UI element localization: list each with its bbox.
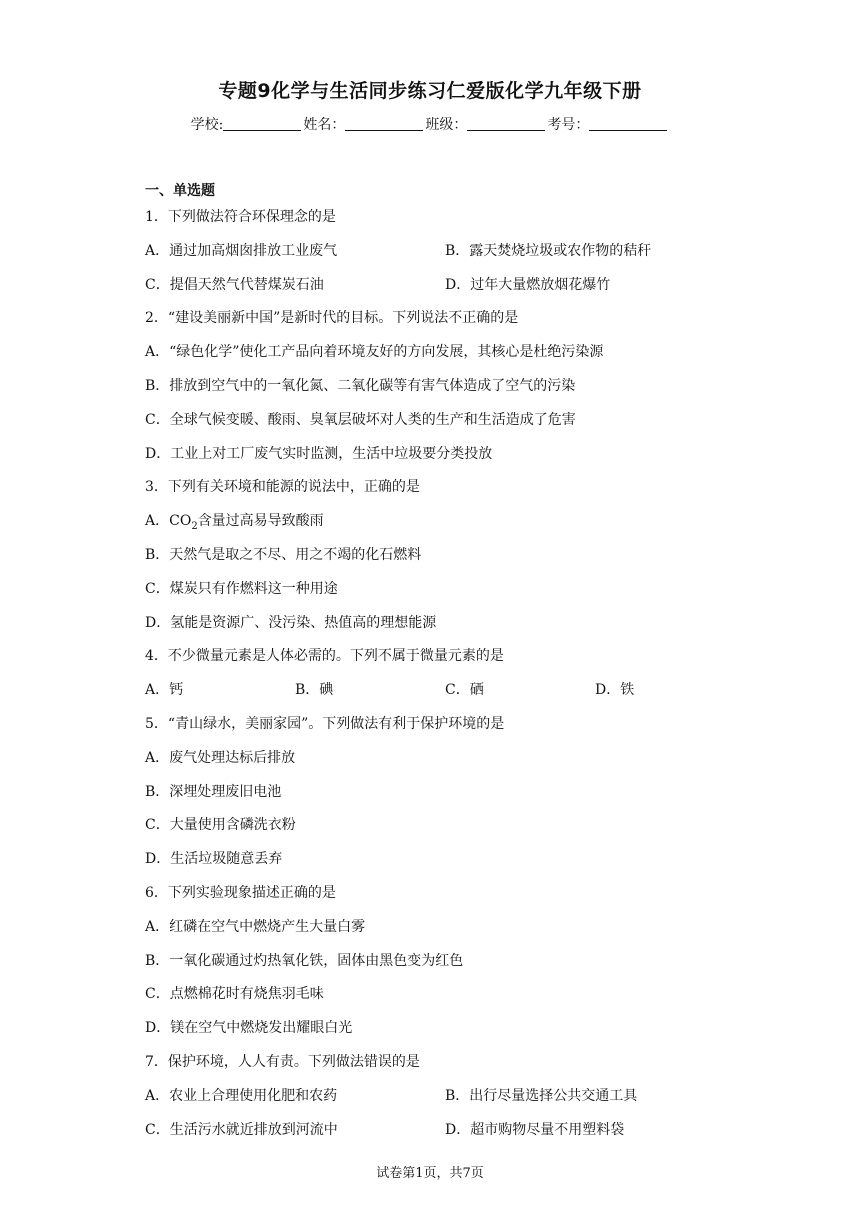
option: C．煤炭只有作燃料这一种用途 [145,580,338,597]
exam-no-label: 考号： [547,117,590,133]
option: B．出行尽量选择公共交通工具 [445,1087,638,1104]
option: B．一氧化碳通过灼热氧化铁，固体由黑色变为红色 [145,952,464,969]
option-row [145,275,785,309]
option: A．“绿色化学”使化工产品向着环境友好的方向发展，其核心是杜绝污染源 [145,344,604,361]
option: D．工业上对工厂废气实时监测，生活中垃圾要分类投放 [145,445,493,462]
page-title: 专题9化学与生活同步练习仁爱版化学九年级下册 [218,80,642,102]
option: A．废气处理达标后排放 [145,749,296,766]
option: B．排放到空气中的一氧化氮、二氧化碳等有害气体造成了空气的污染 [145,377,576,394]
option: D．氢能是资源广、没污染、热值高的理想能源 [145,614,437,631]
question-stem: 2．“建设美丽新中国”是新时代的目标。下列说法不正确的是 [145,310,519,327]
name-blank[interactable] [345,116,423,131]
option-rest: 含量过高易导致酸雨 [197,513,324,530]
school-label: 学校: [190,117,224,133]
option: C．大量使用含磷洗衣粉 [145,817,296,834]
page-footer: 试卷第1页，共7页 [376,1166,484,1181]
option-row [145,1086,785,1120]
option-row [145,680,785,714]
option-row [145,241,785,275]
option: A．红磷在空气中燃烧产生大量白雾 [145,918,366,935]
option: A．农业上合理使用化肥和农药 [145,1087,338,1104]
option: C．硒 [445,682,484,699]
option: B．天然气是取之不尽、用之不竭的化石燃料 [145,546,422,563]
section-heading: 一、单选题 [145,183,215,199]
option: C．生活污水就近排放到河流中 [145,1121,338,1138]
option: C．全球气候变暖、酸雨、臭氧层破坏对人类的生产和生活造成了危害 [145,411,576,428]
subscript: 2 [191,520,198,532]
question-stem: 1．下列做法符合环保理念的是 [145,209,336,225]
option-prefix: A．CO [145,513,192,530]
option: B．碘 [295,682,334,699]
option: A．通过加高烟囱排放工业废气 [145,242,338,259]
option: C．提倡天然气代替煤炭石油 [145,276,324,293]
class-label: 班级： [425,117,468,133]
question-stem: 4．不少微量元素是人体必需的。下列不属于微量元素的是 [145,648,504,665]
option [145,511,785,545]
option: B．深埋处理废旧电池 [145,783,282,800]
option: C．点燃棉花时有烧焦羽毛味 [145,986,324,1003]
option: D．超市购物尽量不用塑料袋 [445,1121,625,1138]
question-stem: 5．“青山绿水，美丽家园”。下列做法有利于保护环境的是 [145,715,505,732]
option-row [145,1120,785,1154]
question-stem: 7．保护环境，人人有责。下列做法错误的是 [145,1053,420,1070]
option: D．生活垃圾随意丢弃 [145,851,283,868]
question-stem: 6．下列实验现象描述正确的是 [145,884,336,901]
class-blank[interactable] [467,116,545,131]
question-list [145,207,785,1153]
name-label: 姓名： [303,117,346,133]
option: B．露天焚烧垃圾或农作物的秸秆 [445,242,652,259]
option: D．铁 [595,682,635,699]
question-stem: 3．下列有关环境和能源的说法中，正确的是 [145,479,420,496]
option: D．过年大量燃放烟花爆竹 [445,276,611,293]
option: A．钙 [145,682,184,699]
option: D．镁在空气中燃烧发出耀眼白光 [145,1020,353,1037]
exam-no-blank[interactable] [589,116,667,131]
school-blank[interactable] [223,116,301,131]
student-info [0,114,860,134]
